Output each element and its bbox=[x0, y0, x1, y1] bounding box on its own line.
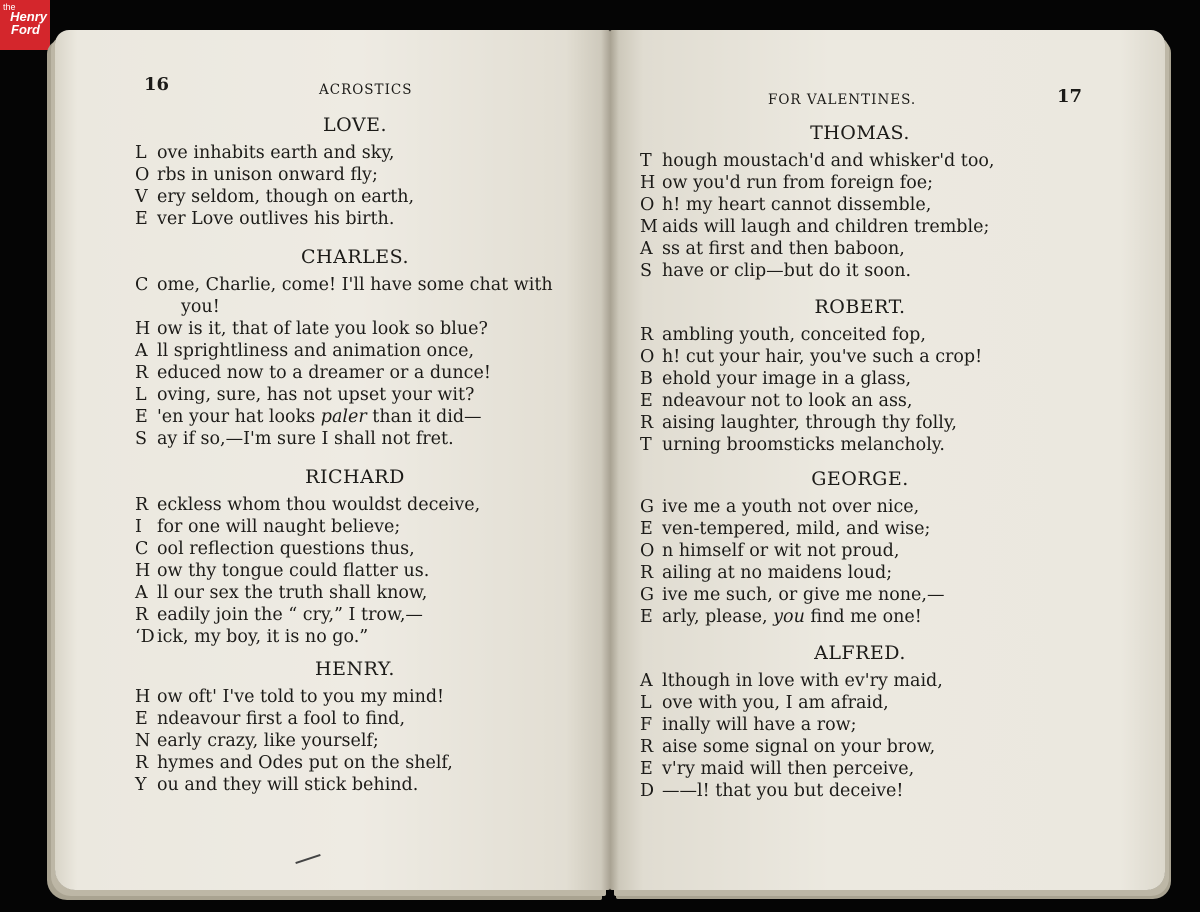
line-text: oving, sure, has not upset your wit? bbox=[157, 385, 475, 405]
poem-title: GEORGE. bbox=[811, 468, 909, 490]
line-text: ow is it, that of late you look so blue? bbox=[157, 319, 488, 339]
line-text: ou and they will stick behind. bbox=[157, 775, 419, 795]
line-text: ick, my boy, it is no go.” bbox=[157, 627, 369, 647]
acrostic-initial: G bbox=[640, 585, 654, 605]
line-text: h! cut your hair, you've such a crop! bbox=[662, 347, 983, 367]
line-text: ndeavour not to look an ass, bbox=[662, 391, 913, 411]
poem-line bbox=[640, 670, 1080, 692]
line-text: have or clip—but do it soon. bbox=[662, 261, 912, 281]
line-text: ove with you, I am afraid, bbox=[662, 693, 889, 713]
logo-the: the bbox=[3, 2, 16, 12]
acrostic-initial: H bbox=[135, 687, 151, 707]
poem-richard bbox=[135, 466, 575, 648]
poem-line bbox=[135, 582, 575, 604]
poem-love bbox=[135, 114, 575, 230]
acrostic-initial: F bbox=[640, 715, 653, 735]
acrostic-initial: E bbox=[135, 209, 148, 229]
line-text: for one will naught believe; bbox=[157, 517, 401, 537]
poem-line bbox=[135, 428, 575, 450]
poem-line bbox=[135, 274, 575, 296]
acrostic-initial: I bbox=[135, 517, 142, 537]
poem-line bbox=[135, 774, 575, 796]
acrostic-initial: G bbox=[640, 497, 654, 517]
line-text: ——l! that you but deceive! bbox=[662, 781, 904, 801]
line-text: educed now to a dreamer or a dunce! bbox=[157, 363, 491, 383]
line-text: n himself or wit not proud, bbox=[662, 541, 900, 561]
acrostic-initial: C bbox=[135, 275, 149, 295]
line-text: eckless whom thou wouldst deceive, bbox=[157, 495, 481, 515]
acrostic-initial: L bbox=[640, 693, 652, 713]
poem-george bbox=[640, 468, 1080, 628]
acrostic-initial: O bbox=[640, 541, 655, 561]
acrostic-initial: D bbox=[640, 781, 655, 801]
poem-thomas bbox=[640, 122, 1080, 282]
poem-line bbox=[640, 584, 1080, 606]
poem-line bbox=[640, 736, 1080, 758]
acrostic-initial: E bbox=[640, 607, 653, 627]
poem-title: ROBERT. bbox=[814, 296, 906, 318]
poem-line bbox=[135, 538, 575, 560]
line-text: ailing at no maidens loud; bbox=[662, 563, 893, 583]
poem-line bbox=[135, 604, 575, 626]
acrostic-initial: E bbox=[640, 759, 653, 779]
acrostic-initial: N bbox=[135, 731, 151, 751]
logo-ford: Ford bbox=[11, 22, 40, 37]
poem-line bbox=[135, 208, 575, 230]
acrostic-initial: S bbox=[135, 429, 147, 449]
right-page-number: 17 bbox=[1057, 86, 1083, 107]
acrostic-initial: M bbox=[640, 217, 658, 237]
line-text: ery seldom, though on earth, bbox=[157, 187, 415, 207]
poem-line bbox=[640, 434, 1080, 456]
acrostic-initial: E bbox=[135, 709, 148, 729]
acrostic-initial: R bbox=[135, 753, 149, 773]
poem-line bbox=[135, 516, 575, 538]
acrostic-initial: R bbox=[135, 495, 149, 515]
acrostic-initial: Y bbox=[135, 775, 147, 795]
poem-line bbox=[135, 708, 575, 730]
poem-line bbox=[640, 496, 1080, 518]
line-text: v'ry maid will then perceive, bbox=[662, 759, 915, 779]
line-text: aising laughter, through thy folly, bbox=[662, 413, 957, 433]
line-text: ambling youth, conceited fop, bbox=[662, 325, 926, 345]
poem-line bbox=[640, 368, 1080, 390]
poem-line bbox=[135, 730, 575, 752]
poem-line bbox=[640, 780, 1080, 802]
acrostic-initial: O bbox=[135, 165, 150, 185]
poem-line bbox=[135, 686, 575, 708]
line-text: hough moustach'd and whisker'd too, bbox=[662, 151, 995, 171]
left-page bbox=[55, 30, 610, 890]
acrostic-initial: R bbox=[640, 737, 654, 757]
acrostic-initial: A bbox=[640, 239, 653, 259]
acrostic-initial: H bbox=[135, 319, 151, 339]
poem-line bbox=[640, 150, 1080, 172]
acrostic-initial: A bbox=[135, 341, 148, 361]
acrostic-initial: T bbox=[640, 435, 652, 455]
line-text: you! bbox=[181, 297, 220, 317]
poem-line bbox=[135, 318, 575, 340]
poem-title: LOVE. bbox=[323, 114, 387, 136]
line-text: hymes and Odes put on the shelf, bbox=[157, 753, 453, 773]
acrostic-initial: ‘D bbox=[135, 627, 155, 647]
poem-line bbox=[640, 324, 1080, 346]
poem-line bbox=[135, 384, 575, 406]
poem-charles bbox=[135, 246, 575, 450]
poem-line bbox=[135, 626, 575, 648]
poem-line bbox=[640, 606, 1080, 628]
poem-line bbox=[135, 340, 575, 362]
poem-line bbox=[640, 758, 1080, 780]
line-text: lthough in love with ev'ry maid, bbox=[662, 671, 943, 691]
acrostic-initial: L bbox=[135, 143, 147, 163]
line-text: h! my heart cannot dissemble, bbox=[662, 195, 932, 215]
poem-line bbox=[640, 194, 1080, 216]
poem-line bbox=[135, 164, 575, 186]
acrostic-initial: R bbox=[640, 413, 654, 433]
right-page bbox=[610, 30, 1165, 890]
acrostic-initial: O bbox=[640, 347, 655, 367]
line-text: ome, Charlie, come! I'll have some chat with bbox=[157, 275, 553, 295]
acrostic-initial: R bbox=[640, 563, 654, 583]
poem-line bbox=[640, 346, 1080, 368]
acrostic-initial: R bbox=[640, 325, 654, 345]
acrostic-initial: L bbox=[135, 385, 147, 405]
poem-henry bbox=[135, 658, 575, 796]
book-gutter bbox=[601, 30, 619, 890]
poem-line bbox=[640, 216, 1080, 238]
acrostic-initial: O bbox=[640, 195, 655, 215]
line-text: ow you'd run from foreign foe; bbox=[662, 173, 933, 193]
poem-title: THOMAS. bbox=[810, 122, 910, 144]
acrostic-initial: B bbox=[640, 369, 653, 389]
acrostic-initial: C bbox=[135, 539, 149, 559]
open-book bbox=[55, 30, 1165, 890]
poem-line bbox=[135, 142, 575, 164]
acrostic-initial: A bbox=[640, 671, 653, 691]
left-running-head: ACROSTICS bbox=[319, 82, 413, 98]
line-text: eadily join the “ cry,” I trow,— bbox=[157, 605, 423, 625]
poem-line bbox=[135, 186, 575, 208]
left-page-number: 16 bbox=[144, 74, 170, 95]
acrostic-initial: H bbox=[135, 561, 151, 581]
poem-line bbox=[640, 238, 1080, 260]
line-text: ll sprightliness and animation once, bbox=[157, 341, 475, 361]
line-text: ool reflection questions thus, bbox=[157, 539, 415, 559]
poem-line bbox=[135, 406, 575, 428]
poem-line bbox=[135, 560, 575, 582]
line-text: urning broomsticks melancholy. bbox=[662, 435, 945, 455]
poem-line bbox=[640, 692, 1080, 714]
line-text: ive me a youth not over nice, bbox=[662, 497, 920, 517]
line-text: early crazy, like yourself; bbox=[157, 731, 379, 751]
poem-line bbox=[135, 362, 575, 384]
poem-line bbox=[640, 562, 1080, 584]
acrostic-initial: E bbox=[135, 407, 148, 427]
acrostic-initial: V bbox=[135, 187, 148, 207]
acrostic-initial: H bbox=[640, 173, 656, 193]
poem-line bbox=[640, 260, 1080, 282]
poem-line bbox=[640, 540, 1080, 562]
acrostic-initial: E bbox=[640, 519, 653, 539]
acrostic-initial: S bbox=[640, 261, 652, 281]
henry-ford-logo[interactable] bbox=[0, 0, 50, 50]
line-text: inally will have a row; bbox=[662, 715, 857, 735]
poem-line bbox=[640, 714, 1080, 736]
logo-henry: Henry bbox=[10, 9, 47, 24]
poem-title: CHARLES. bbox=[301, 246, 409, 268]
line-text: ove inhabits earth and sky, bbox=[157, 143, 395, 163]
poem-line bbox=[640, 172, 1080, 194]
line-text: rbs in unison onward fly; bbox=[157, 165, 378, 185]
line-text: ow thy tongue could flatter us. bbox=[157, 561, 430, 581]
poem-line bbox=[640, 390, 1080, 412]
poem-line bbox=[135, 752, 575, 774]
poem-line bbox=[135, 494, 575, 516]
poem-title: RICHARD bbox=[305, 466, 405, 488]
line-text: ven-tempered, mild, and wise; bbox=[662, 519, 931, 539]
line-text: ver Love outlives his birth. bbox=[157, 209, 395, 229]
pencil-mark bbox=[295, 854, 320, 864]
poem-line bbox=[640, 412, 1080, 434]
acrostic-initial: R bbox=[135, 605, 149, 625]
line-text: aids will laugh and children tremble; bbox=[662, 217, 990, 237]
line-text: ow oft' I've told to you my mind! bbox=[157, 687, 445, 707]
line-text: ll our sex the truth shall know, bbox=[157, 583, 428, 603]
acrostic-initial: T bbox=[640, 151, 652, 171]
line-text: ay if so,—I'm sure I shall not fret. bbox=[157, 429, 454, 449]
right-running-head: FOR VALENTINES. bbox=[768, 92, 917, 108]
line-text: arly, please, you find me one! bbox=[662, 607, 922, 627]
line-text: ndeavour first a fool to find, bbox=[157, 709, 406, 729]
line-text: ss at first and then baboon, bbox=[662, 239, 905, 259]
poem-robert bbox=[640, 296, 1080, 456]
poem-line bbox=[135, 296, 575, 318]
poem-title: HENRY. bbox=[315, 658, 395, 680]
acrostic-initial: A bbox=[135, 583, 148, 603]
acrostic-initial: R bbox=[135, 363, 149, 383]
acrostic-initial: E bbox=[640, 391, 653, 411]
line-text: aise some signal on your brow, bbox=[662, 737, 936, 757]
poem-title: ALFRED. bbox=[814, 642, 906, 664]
line-text: ehold your image in a glass, bbox=[662, 369, 912, 389]
line-text: ive me such, or give me none,— bbox=[662, 585, 945, 605]
line-text: 'en your hat looks paler than it did— bbox=[157, 407, 482, 427]
poem-line bbox=[640, 518, 1080, 540]
poem-alfred bbox=[640, 642, 1080, 802]
